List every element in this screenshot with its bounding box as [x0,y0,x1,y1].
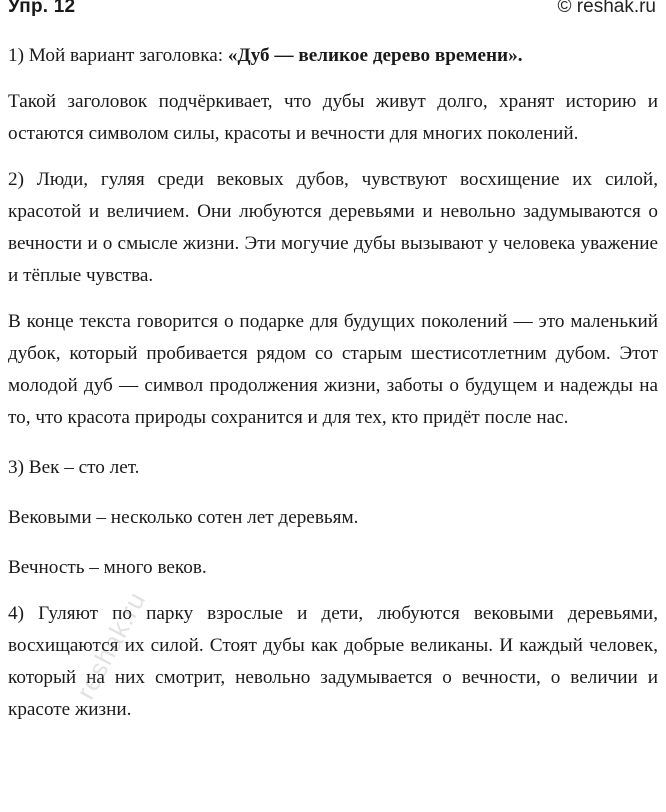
part2-paragraph-1: 2) Люди, гуляя среди вековых дубов, чувствуют восхищение их силой, красотой и величием. Они любуются деревьями и невольно задумываются о вечности и о смысле жизни. Эти могучие дубы вызывают у человека уважение и тёплые чувства. [8,169,658,286]
part3-line-1: 3) Век – сто лет. [8,457,140,478]
part3-line-2: Вековыми – несколько сотен лет деревьям. [8,507,359,528]
part2-paragraph-2: В конце текста говорится о подарке для будущих поколений — это маленький дубок, который пробивается рядом со старым шестисотлетним дубом. Этот молодой дуб — символ продолжения жизни, заботы о будущем и надежды на то, что красота природы сохранится и для тех, кто придёт после нас. [8,311,658,428]
exercise-title: Упр. 12 [8,0,76,17]
page-header [4,0,662,24]
watermark: reshak.ru [70,586,152,705]
part1-explanation: Такой заголовок подчёркивает, что дубы живут долго, хранят историю и остаются символом силы, красоты и вечности для многих поколений. [8,91,658,144]
source-label: © reshak.ru [557,0,656,17]
part1-intro: 1) Мой вариант заголовка: [8,45,228,66]
part4-paragraph: 4) Гуляют по парку взрослые и дети, любуются вековыми деревьями, восхищаются их силой. Стоят дубы как добрые великаны. И каждый человек, который на них смотрит, невольно задумывается о вечности, о величии и красоте жизни. [8,603,658,720]
part1-title-line [4,40,662,72]
part3-line-3: Вечность – много веков. [8,557,207,578]
proposed-title: «Дуб — великое дерево времени». [227,45,523,66]
